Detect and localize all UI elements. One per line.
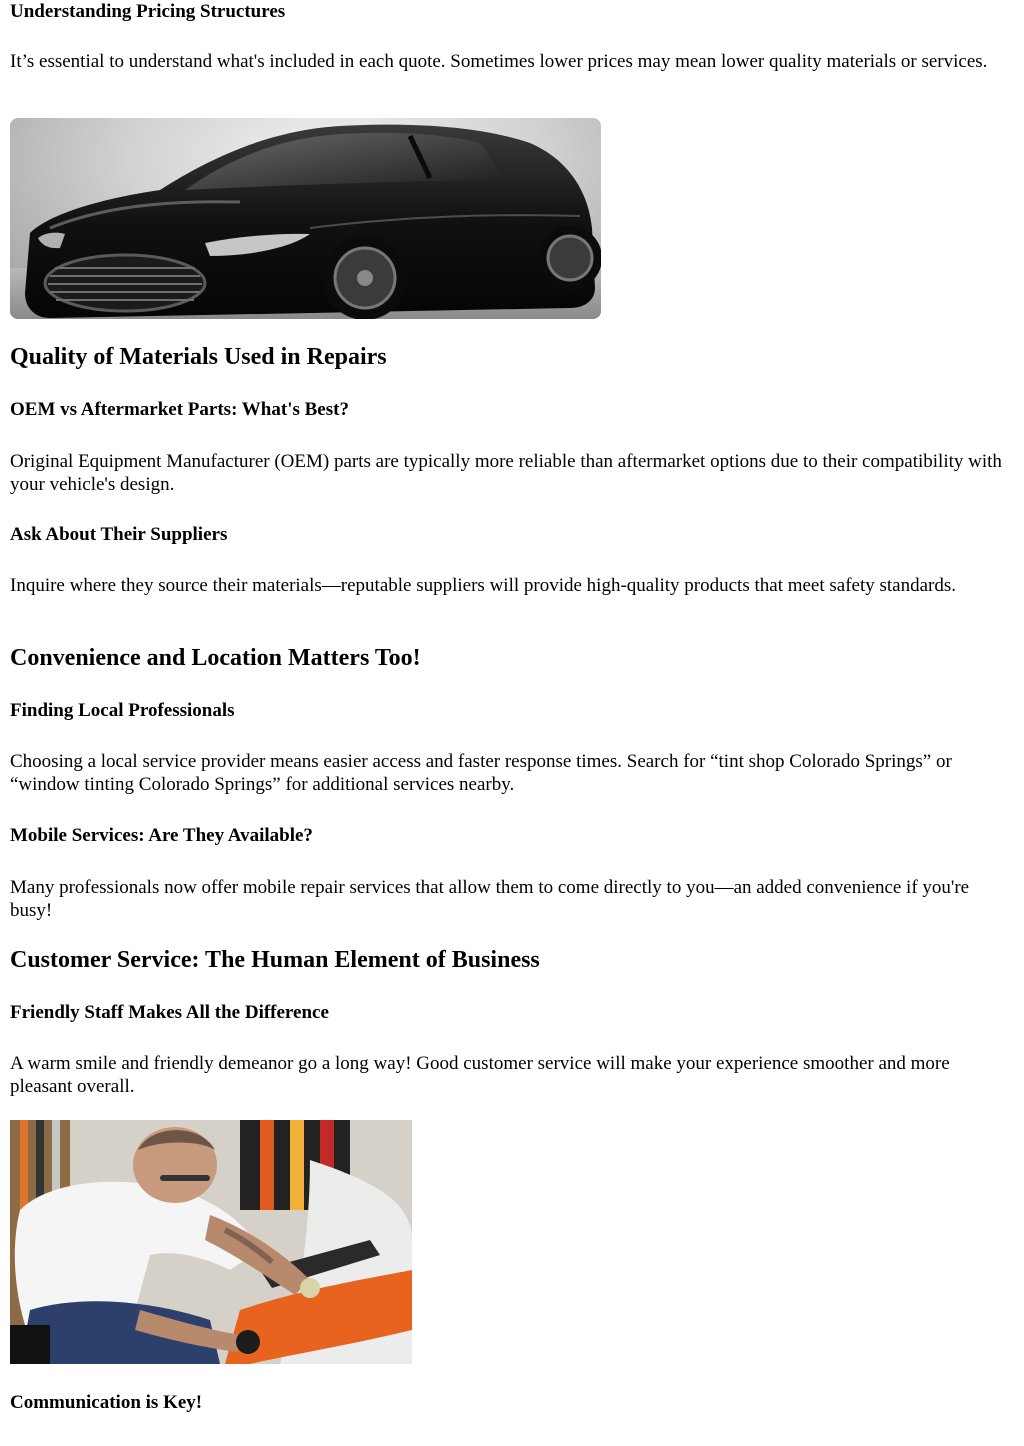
quality-heading: Quality of Materials Used in Repairs bbox=[10, 344, 387, 370]
local-paragraph: Choosing a local service provider means easier access and faster response times. Search for “tint shop Colorado Springs” or “window tinting Colorado Springs” for additional services nearby. bbox=[10, 751, 952, 795]
oem-heading: OEM vs Aftermarket Parts: What's Best? bbox=[10, 399, 349, 420]
suppliers-heading: Ask About Their Suppliers bbox=[10, 524, 228, 545]
car-illustration bbox=[10, 118, 601, 319]
pricing-heading: Understanding Pricing Structures bbox=[10, 1, 286, 22]
oem-paragraph: Original Equipment Manufacturer (OEM) parts are typically more reliable than aftermarket options due to their compatibility with your vehicle's design. bbox=[10, 451, 1002, 495]
black-sedan-image bbox=[10, 118, 601, 319]
staff-paragraph: A warm smile and friendly demeanor go a long way! Good customer service will make your experience smoother and more pleasant overall. bbox=[10, 1053, 950, 1097]
mobile-paragraph: Many professionals now offer mobile repair services that allow them to come directly to you—an added convenience if you're busy! bbox=[10, 877, 970, 921]
staff-heading: Friendly Staff Makes All the Difference bbox=[10, 1002, 329, 1023]
communication-heading: Communication is Key! bbox=[10, 1392, 203, 1413]
technician-illustration bbox=[10, 1120, 412, 1364]
technician-photo bbox=[10, 1120, 412, 1364]
customer-service-heading: Customer Service: The Human Element of Business bbox=[10, 947, 540, 973]
pricing-paragraph: It’s essential to understand what's included in each quote. Sometimes lower prices may mean lower quality materials or services. bbox=[10, 51, 988, 72]
mobile-heading: Mobile Services: Are They Available? bbox=[10, 825, 313, 846]
local-heading: Finding Local Professionals bbox=[10, 700, 235, 721]
convenience-heading: Convenience and Location Matters Too! bbox=[10, 645, 421, 671]
suppliers-paragraph: Inquire where they source their materials—reputable suppliers will provide high-quality products that meet safety standards. bbox=[10, 575, 957, 596]
